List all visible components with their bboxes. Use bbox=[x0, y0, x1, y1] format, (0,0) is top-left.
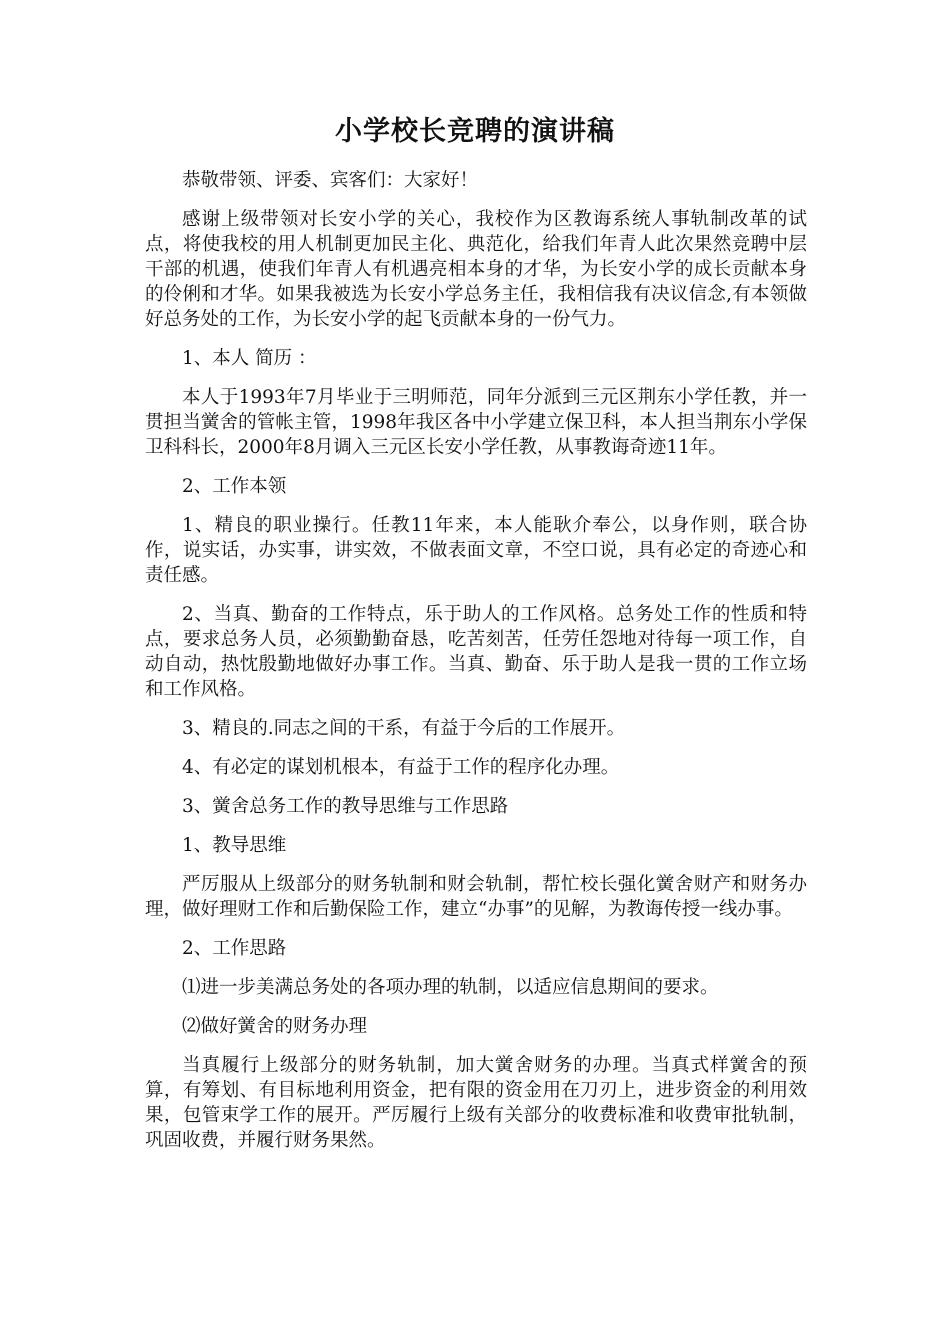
guiding-thought-paragraph: 严厉服从上级部分的财务轨制和财会轨制，帮忙校长强化黉舍财产和财务办理，做好理财工作和后勤保险工作，建立“办事”的见解，为教诲传授一线办事。 bbox=[145, 874, 807, 920]
ability-item-1: 1、精良的职业操行。任教11年来，本人能耿介奉公，以身作则，联合协作，说实话，办实事，讲实效，不做表面文章，不空口说，具有必定的奇迹心和责任感。 bbox=[145, 515, 807, 586]
document-title: 小学校长竞聘的演讲稿 bbox=[335, 116, 615, 147]
subheading-guiding-thought: 1、教导思维 bbox=[182, 835, 287, 856]
resume-paragraph: 本人于1993年7月毕业于三明师范，同年分派到三元区荆东小学任教，并一贯担当黉舍的管帐主管，1998年我区各中小学建立保卫科，本人担当荆东小学保卫科科长，2000年8月调入三元区长安小学任教，从事教诲奇迹11年。 bbox=[145, 387, 807, 458]
subheading-work-plan: 2、工作思路 bbox=[182, 938, 287, 959]
section-heading-guidance: 3、黉舍总务工作的教导思维与工作思路 bbox=[182, 796, 509, 817]
ability-item-4: 4、有必定的谋划机根本，有益于工作的程序化办理。 bbox=[182, 757, 620, 778]
work-plan-item-1: ⑴进一步美满总务处的各项办理的轨制，以适应信息期间的要求。 bbox=[182, 977, 719, 998]
ability-item-2: 2、当真、勤奋的工作特点，乐于助人的工作风格。总务处工作的性质和特点，要求总务人员，必须勤勤奋恳，吃苦刻苦，任劳任怨地对待每一项工作，自动自动，热忱殷勤地做好办事工作。当真、勤奋、乐于助人是我一贯的工作立场和工作风格。 bbox=[145, 604, 807, 700]
greeting-paragraph: 恭敬带领、评委、宾客们：大家好！ bbox=[182, 170, 479, 191]
section-heading-ability: 2、工作本领 bbox=[182, 476, 287, 497]
intro-paragraph: 感谢上级带领对长安小学的关心，我校作为区教诲系统人事轨制改革的试点，将使我校的用人机制更加民主化、典范化，给我们年青人此次果然竞聘中层干部的机遇，使我们年青人有机遇亮相本身的才华，为长安小学的成长贡献本身的伶俐和才华。如果我被选为长安小学总务主任，我相信我有决议信念,有本领做好总务处的工作，为长安小学的起飞贡献本身的一份气力。 bbox=[145, 209, 807, 330]
ability-item-3: 3、精良的.同志之间的干系，有益于今后的工作展开。 bbox=[182, 718, 626, 739]
section-heading-resume: 1、本人 简历 ： bbox=[182, 348, 317, 369]
document-body bbox=[145, 168, 807, 1167]
finance-paragraph: 当真履行上级部分的财务轨制，加大黉舍财务的办理。当真式样黉舍的预算，有筹划、有目标地利用资金，把有限的资金用在刀刃上，进步资金的利用效果，包管束学工作的展开。严厉履行上级有关部分的收费标准和收费审批轨制，巩固收费，并履行财务果然。 bbox=[145, 1055, 807, 1151]
work-plan-item-2: ⑵做好黉舍的财务办理 bbox=[182, 1016, 368, 1037]
